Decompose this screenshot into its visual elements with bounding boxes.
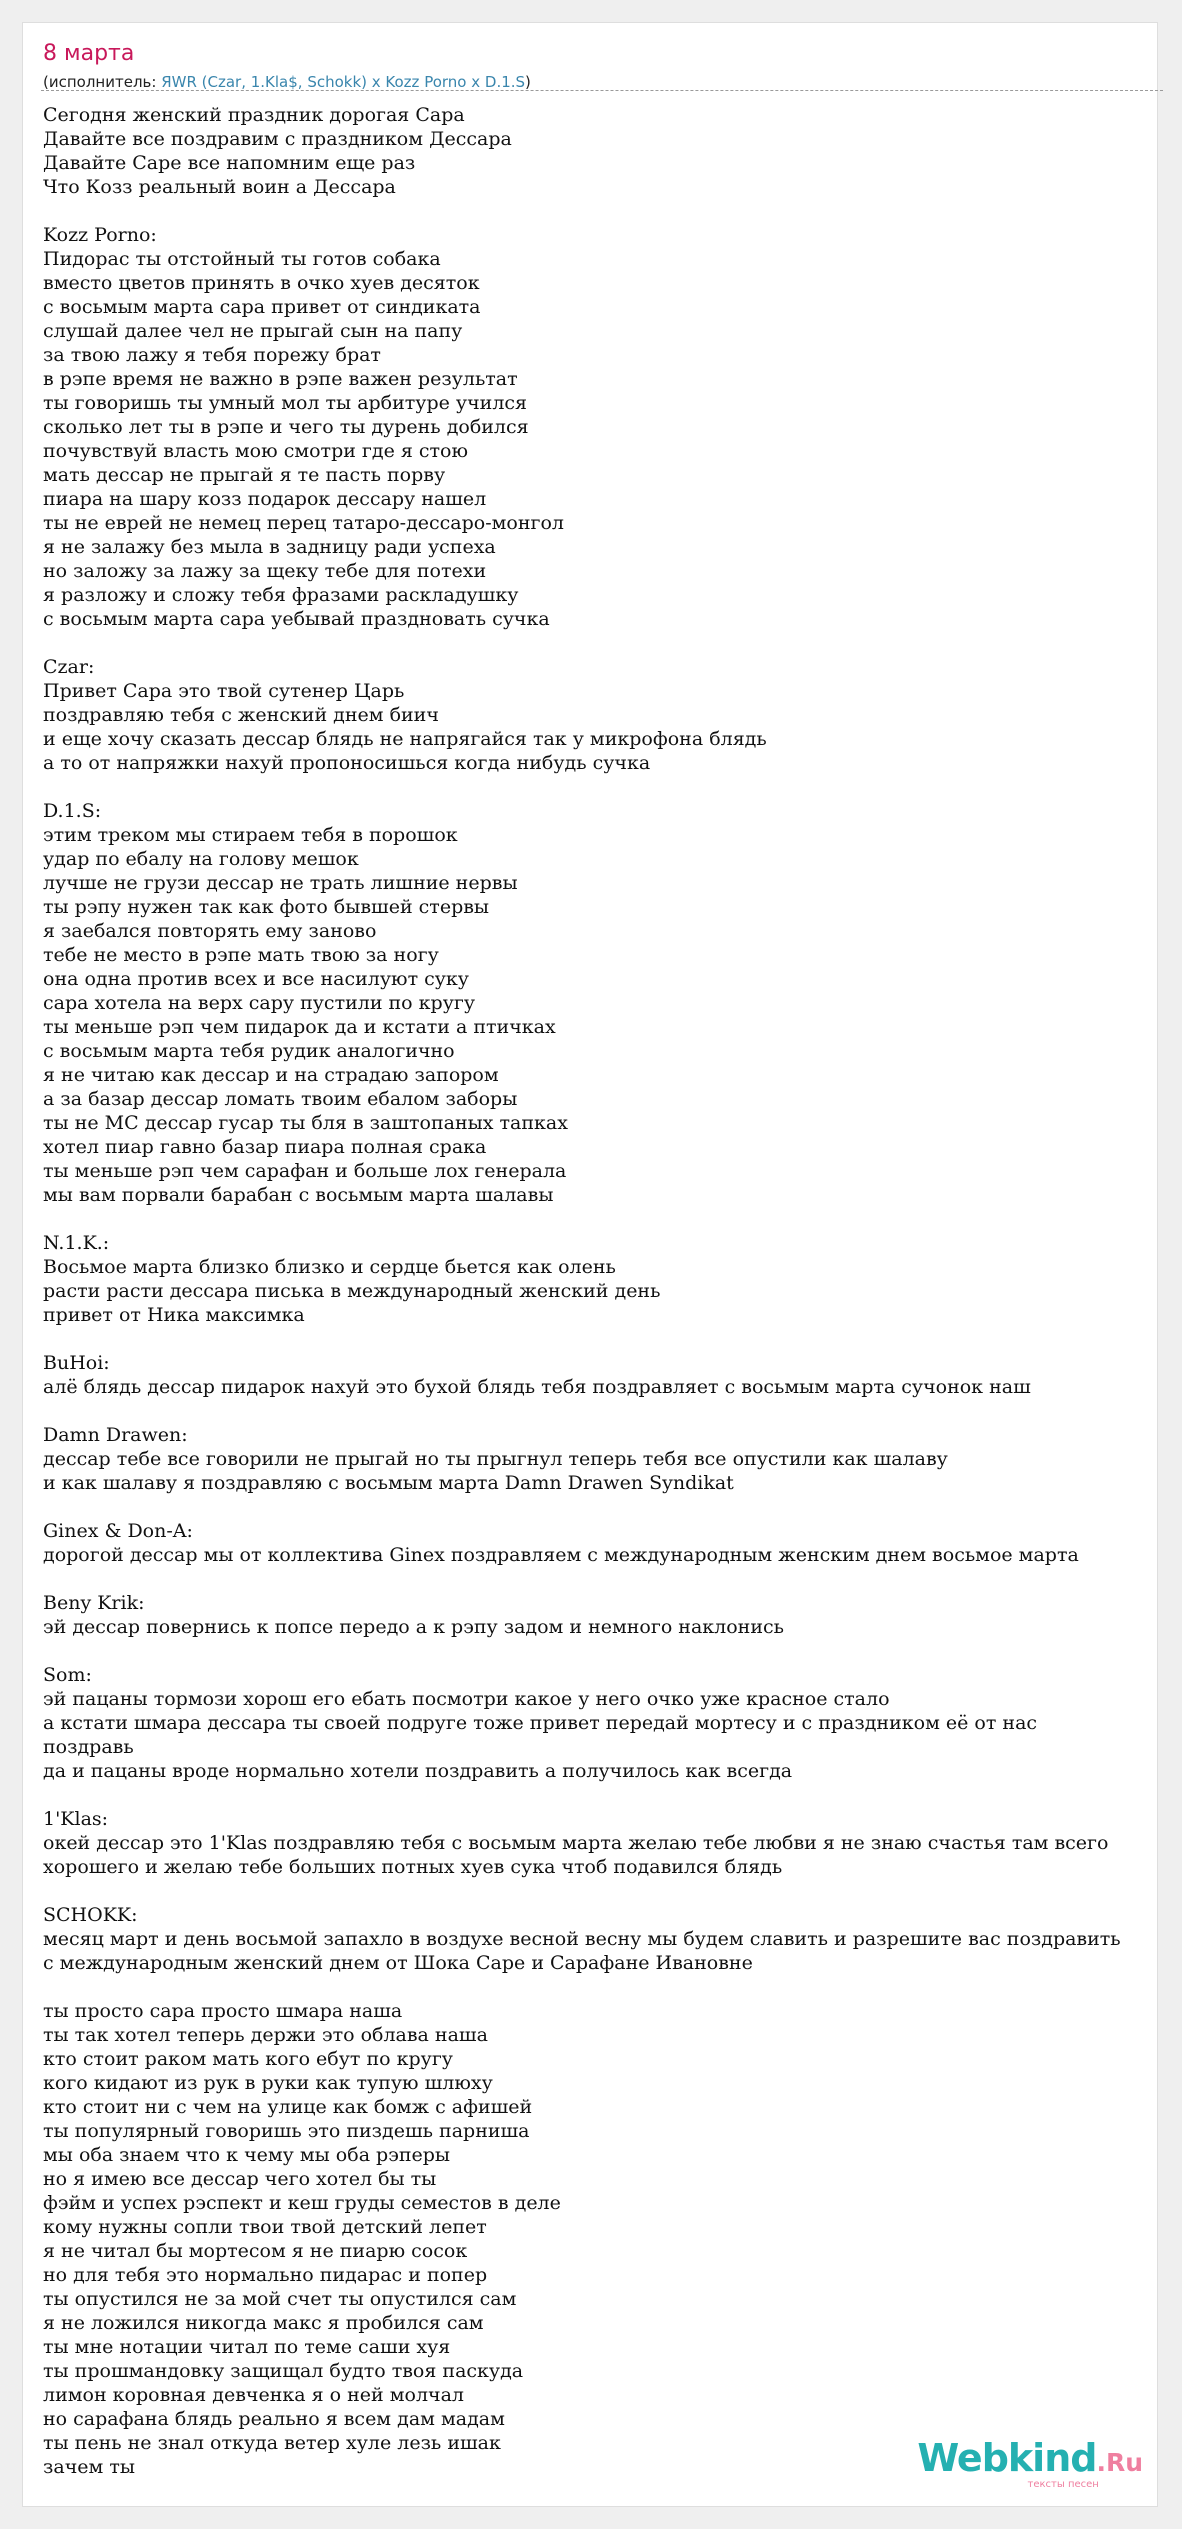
lyric-line [43,1495,1157,1519]
lyric-line: сара хотела на верх сару пустили по кругу [43,992,476,1014]
lyric-line: я не ложился никогда макс я пробился сам [43,2312,484,2334]
lyric-line: Что Козз реальный воин а Дессара [43,176,396,198]
lyric-line: я не читал бы мортесом я не пиарю сосок [43,2240,468,2262]
lyric-line [43,631,1157,655]
lyric-line: поздравь [43,1736,134,1758]
lyric-line [43,1975,1157,1999]
logo-tld: .Ru [1096,2448,1143,2477]
logo-subtitle: тексты песен [1027,2479,1099,2490]
lyric-line: тебе не место в рэпе мать твою за ногу [43,944,439,966]
lyric-line [43,1327,1157,1351]
lyric-line: да и пацаны вроде нормально хотели поздравить а получилось как всегда [43,1760,793,1782]
lyric-line: ты меньше рэп чем пидарок да и кстати а птичках [43,1016,556,1038]
lyric-line: кого кидают из рук в руки как тупую шлюху [43,2072,493,2094]
page-title: 8 марта [43,41,135,66]
lyric-line: алё блядь дессар пидарок нахуй это бухой блядь тебя поздравляет с восьмым марта сучонок наш [43,1376,1031,1398]
lyric-line: ты просто сара просто шмара наша [43,2000,403,2022]
lyric-line: вместо цветов принять в очко хуев десяток [43,272,480,294]
lyric-line: ты пень не знал откуда ветер хуле лезь ишак [43,2432,501,2454]
lyric-line: она одна против всех и все насилуют суку [43,968,469,990]
lyric-line: дессар тебе все говорили не прыгай но ты прыгнул теперь тебя все опустили как шалаву [43,1448,948,1470]
lyric-line: месяц март и день восьмой запахло в воздухе весной весну мы будем славить и разрешите вас поздравить [43,1928,1121,1950]
lyric-line: Сегодня женский праздник дорогая Сара [43,104,465,126]
lyric-line: но для тебя это нормально пидарас и попер [43,2264,488,2286]
lyric-line: с международным женский днем от Шока Саре и Сарафане Ивановне [43,1952,753,1974]
lyric-line: зачем ты [43,2456,135,2478]
divider [41,90,1163,91]
lyric-line: кто стоит ни с чем на улице как бомж с афишей [43,2096,533,2118]
lyric-line: за твою лажу я тебя порежу брат [43,344,381,366]
lyric-line: дорогой дессар мы от коллектива Ginex поздравляем с международным женским днем восьмое марта [43,1544,1079,1566]
lyric-line: а то от напряжки нахуй пропоносишься когда нибудь сучка [43,752,651,774]
lyric-line: BuHoi: [43,1352,110,1374]
lyric-line: ты мне нотации читал по теме саши хуя [43,2336,451,2358]
lyric-line: ты меньше рэп чем сарафан и больше лох генерала [43,1160,567,1182]
lyric-line: в рэпе время не важно в рэпе важен результат [43,368,518,390]
lyric-line: Давайте все поздравим с праздником Дессара [43,128,512,150]
artist-suffix: ) [525,73,531,91]
lyric-line: Damn Drawen: [43,1424,188,1446]
lyric-line: Som: [43,1664,92,1686]
lyric-line: лучше не грузи дессар не трать лишние нервы [43,872,518,894]
lyric-line: фэйм и успех рэспект и кеш груды семестов в деле [43,2192,561,2214]
lyric-line: хотел пиар гавно базар пиара полная срака [43,1136,487,1158]
artist-prefix: (исполнитель: [43,73,162,91]
lyric-line: удар по ебалу на голову мешок [43,848,359,870]
lyric-line: почувствуй власть мою смотри где я стою [43,440,469,462]
lyric-line: а за базар дессар ломать твоим ебалом заборы [43,1088,518,1110]
lyric-line: хорошего и желаю тебе больших потных хуев сука чтоб подавился блядь [43,1856,783,1878]
lyric-line: Привет Сара это твой сутенер Царь [43,680,405,702]
lyric-line: ты прошмандовку защищал будто твоя паскуда [43,2360,524,2382]
lyric-line: N.1.K.: [43,1232,110,1254]
lyric-line: я заебался повторять ему заново [43,920,377,942]
lyric-line: Kozz Porno: [43,224,157,246]
lyric-line: пиара на шару козз подарок дессару нашел [43,488,487,510]
lyric-line: мы оба знаем что к чему мы оба рэперы [43,2144,451,2166]
lyric-line: но сарафана блядь реально я всем дам мадам [43,2408,505,2430]
lyric-line: ты популярный говоришь это пиздешь парниша [43,2120,530,2142]
lyric-line: SCHOKK: [43,1904,138,1926]
lyric-line [43,1567,1157,1591]
lyric-line: расти расти дессара писька в международный женский день [43,1280,661,1302]
lyric-line: ты не МС дессар гусар ты бля в заштопаных тапках [43,1112,568,1134]
lyric-line: Восьмое марта близко близко и сердце бьется как олень [43,1256,616,1278]
lyric-line [43,1879,1157,1903]
lyrics-text [43,103,1157,2479]
lyric-line: 1'Klas: [43,1808,109,1830]
lyric-line: я разложу и сложу тебя фразами раскладушку [43,584,519,606]
lyric-line: окей дессар это 1'Klas поздравляю тебя с восьмым марта желаю тебе любви я не знаю счастья там всего [43,1832,1109,1854]
lyric-line [43,1783,1157,1807]
lyric-line: я не читаю как дессар и на страдаю запором [43,1064,499,1086]
lyric-line: D.1.S: [43,800,102,822]
lyric-line: но заложу за лажу за щеку тебе для потехи [43,560,487,582]
lyric-line [43,1207,1157,1231]
lyric-line: с восьмым марта тебя рудик аналогично [43,1040,455,1062]
lyric-line [43,775,1157,799]
lyric-line: но я имею все дессар чего хотел бы ты [43,2168,437,2190]
lyric-line: слушай далее чел не прыгай сын на папу [43,320,463,342]
lyric-line: ты говоришь ты умный мол ты арбитуре учился [43,392,528,414]
lyric-line [43,199,1157,223]
lyric-line: кто стоит раком мать кого ебут по кругу [43,2048,453,2070]
lyric-line: Czar: [43,656,95,678]
lyric-line: кому нужны сопли твои твой детский лепет [43,2216,487,2238]
lyric-line: привет от Ника максимка [43,1304,305,1326]
lyric-line: и как шалаву я поздравляю с восьмым марта Damn Drawen Syndikat [43,1472,734,1494]
lyric-line [43,1639,1157,1663]
lyric-line: сколько лет ты в рэпе и чего ты дурень добился [43,416,529,438]
artist-link[interactable]: ЯWR (Czar, 1.Kla$, Schokk) x Kozz Porno x D.1.S [161,73,526,91]
lyric-line: Давайте Саре все напомним еще раз [43,152,416,174]
lyric-line: с восьмым марта сара уебывай праздновать сучка [43,608,550,630]
lyric-line: я не залажу без мыла в задницу ради успеха [43,536,496,558]
lyric-line: этим треком мы стираем тебя в порошок [43,824,458,846]
lyric-line: мать дессар не прыгай я те пасть порву [43,464,446,486]
lyric-line: мы вам порвали барабан с восьмым марта шалавы [43,1184,554,1206]
lyric-line: эй пацаны тормози хорош его ебать посмотри какое у него очко уже красное стало [43,1688,890,1710]
lyric-line: с восьмым марта сара привет от синдиката [43,296,481,318]
lyric-line: ты не еврей не немец перец татаро-дессаро-монгол [43,512,564,534]
logo-main-text: Webkind [917,2436,1097,2480]
artist-line [43,72,531,92]
lyric-line: ты так хотел теперь держи это облава наша [43,2024,488,2046]
lyric-line: эй дессар повернись к попсе передо а к рэпу задом и немного наклонись [43,1616,784,1638]
site-logo[interactable] [917,2438,1143,2490]
lyric-line: ты опустился не за мой счет ты опустился сам [43,2288,517,2310]
lyric-line: Пидорас ты отстойный ты готов собака [43,248,441,270]
lyric-line: ты рэпу нужен так как фото бывшей стервы [43,896,490,918]
lyric-line: Ginex & Don-A: [43,1520,193,1542]
logo-wordmark [917,2438,1143,2483]
lyric-line: а кстати шмара дессара ты своей подруге тоже привет передай мортесу и с праздником её от нас [43,1712,1038,1734]
lyric-line: и еще хочу сказать дессар блядь не напрягайся так у микрофона блядь [43,728,767,750]
lyrics-card [22,22,1158,2507]
lyric-line: лимон коровная девченка я о ней молчал [43,2384,464,2406]
lyric-line: поздравляю тебя с женский днем биич [43,704,439,726]
lyric-line: Beny Krik: [43,1592,145,1614]
lyric-line [43,1399,1157,1423]
